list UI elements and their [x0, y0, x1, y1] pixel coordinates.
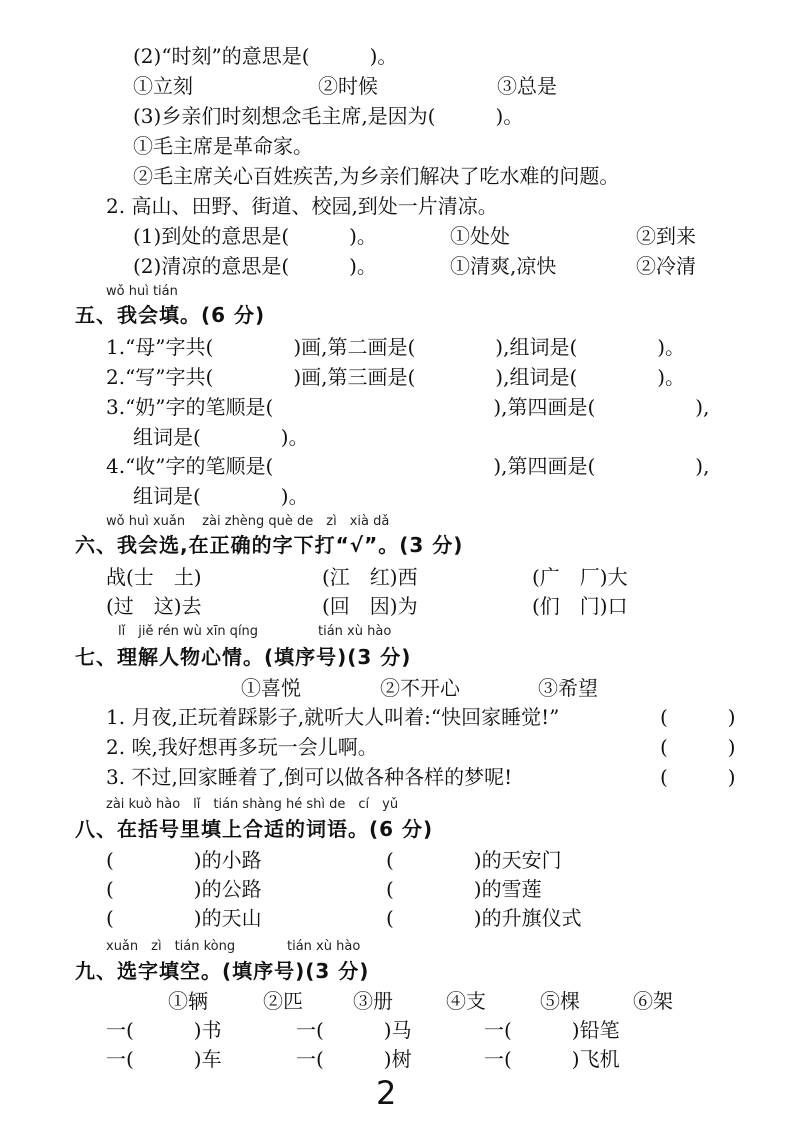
fill-blank-item: 一( )书 — [106, 1018, 222, 1042]
choice-item: (江 红)西 — [322, 565, 418, 589]
section-8-pinyin: zài kuò hào lǐ tián shàng hé shì de cí yǔ — [106, 797, 399, 812]
section-6-title: 六、我会选,在正确的字下打“√”。(3 分) — [75, 533, 464, 557]
option-1: ①立刻 — [133, 74, 193, 98]
question-1-2: (2)“时刻”的意思是( )。 — [133, 44, 398, 68]
option-1: ①处处 — [450, 224, 510, 248]
option-3: ③总是 — [497, 74, 557, 98]
option-2: ②时候 — [318, 74, 378, 98]
fill-blank-item: 一( )马 — [296, 1018, 412, 1042]
fill-blank-item: ( )的天山 — [106, 906, 262, 930]
question-2: 2.“写”字共( )画,第三画是( ),组词是( )。 — [106, 365, 686, 389]
choice-item: (们 门)口 — [532, 594, 628, 618]
choice-item: (过 这)去 — [106, 594, 202, 618]
question-2: 2. 高山、田野、街道、校园,到处一片清凉。 — [106, 194, 498, 218]
question-2-2: (2)清凉的意思是( )。 — [133, 254, 377, 278]
question-1: 1.“母”字共( )画,第二画是( ),组词是( )。 — [106, 335, 686, 359]
question-1-3: (3)乡亲们时刻想念毛主席,是因为( )。 — [133, 104, 524, 128]
option-1: ①清爽,凉快 — [450, 254, 557, 278]
section-7-pinyin: tián xù hào — [318, 624, 392, 639]
option-2: ②不开心 — [380, 676, 460, 700]
section-7-title: 七、理解人物心情。(填序号)(3 分) — [75, 645, 412, 669]
option-2: ②毛主席关心百姓疾苦,为乡亲们解决了吃水难的问题。 — [133, 164, 620, 188]
section-5-pinyin: wǒ huì tián — [106, 284, 178, 299]
fill-blank-item: ( )的公路 — [106, 877, 262, 901]
fill-blank-item: 一( )铅笔 — [484, 1018, 620, 1042]
section-9-title: 九、选字填空。(填序号)(3 分) — [75, 959, 370, 983]
section-6-pinyin: wǒ huì xuǎn zài zhèng què de zì xià dǎ — [106, 514, 390, 529]
option-6: ⑥架 — [633, 989, 673, 1013]
section-8-title: 八、在括号里填上合适的词语。(6 分) — [75, 817, 434, 841]
fill-blank-item: ( )的升旗仪式 — [386, 906, 582, 930]
option-2: ②匹 — [263, 989, 303, 1013]
answer-blank: ( ) — [660, 765, 736, 789]
fill-blank-item: 一( )飞机 — [484, 1047, 620, 1071]
answer-blank: ( ) — [660, 705, 736, 729]
option-5: ⑤棵 — [540, 989, 580, 1013]
option-1: ①辆 — [168, 989, 208, 1013]
answer-blank: ( ) — [660, 735, 736, 759]
choice-item: (回 因)为 — [322, 594, 418, 618]
option-3: ③册 — [353, 989, 393, 1013]
section-7-pinyin: lǐ jiě rén wù xīn qíng — [118, 624, 259, 639]
choice-item: 战(士 土) — [106, 565, 202, 589]
fill-blank-item: 一( )车 — [106, 1047, 222, 1071]
section-5-title: 五、我会填。(6 分) — [75, 303, 266, 327]
question-2-1: (1)到处的意思是( )。 — [133, 224, 377, 248]
fill-blank-item: ( )的天安门 — [386, 848, 562, 872]
section-9-pinyin: xuǎn zì tián kòng — [106, 939, 236, 954]
question-4: 4.“收”字的笔顺是( ),第四画是( ), — [106, 454, 710, 478]
option-2: ②到来 — [636, 224, 696, 248]
section-9-pinyin: tián xù hào — [287, 939, 361, 954]
sentence-1: 1. 月夜,正玩着踩影子,就听大人叫着:“快回家睡觉!” — [106, 705, 560, 729]
option-2: ②冷清 — [636, 254, 696, 278]
question-4-word: 组词是( )。 — [133, 484, 309, 508]
option-3: ③希望 — [538, 676, 598, 700]
question-3-word: 组词是( )。 — [133, 425, 309, 449]
option-1: ①喜悦 — [241, 676, 301, 700]
choice-item: (广 厂)大 — [532, 565, 628, 589]
option-1: ①毛主席是革命家。 — [133, 134, 313, 158]
sentence-2: 2. 唉,我好想再多玩一会儿啊。 — [106, 735, 378, 759]
sentence-3: 3. 不过,回家睡着了,倒可以做各种各样的梦呢! — [106, 765, 513, 789]
question-3: 3.“奶”字的笔顺是( ),第四画是( ), — [106, 395, 710, 419]
fill-blank-item: ( )的雪莲 — [386, 877, 542, 901]
fill-blank-item: ( )的小路 — [106, 848, 262, 872]
option-4: ④支 — [446, 989, 486, 1013]
fill-blank-item: 一( )树 — [296, 1047, 412, 1071]
page-number: 2 — [376, 1074, 397, 1112]
